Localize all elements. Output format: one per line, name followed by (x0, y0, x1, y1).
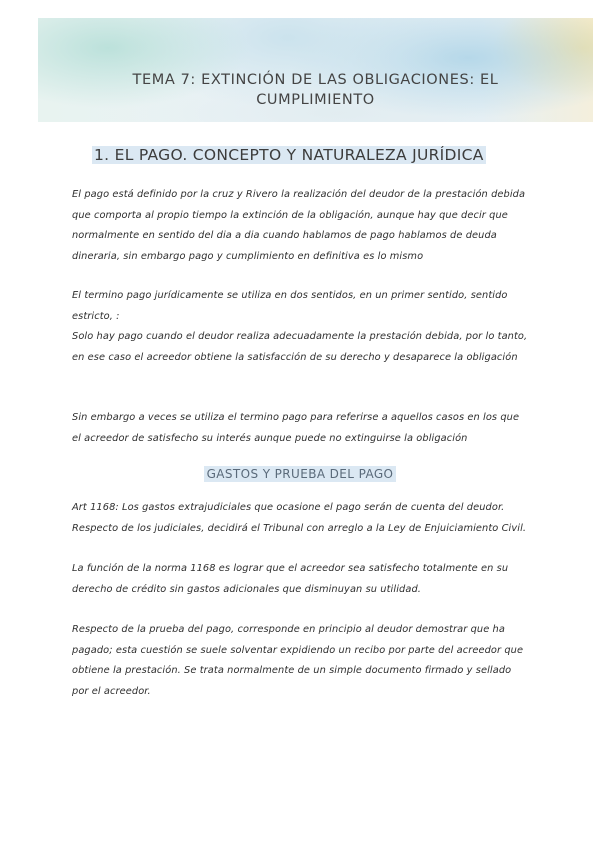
paragraph: Sin embargo a veces se utiliza el termino pago para referirse a aquellos casos en los que el acreedor de satisfecho su interés aunque puede no extinguirse la obligación (72, 412, 520, 444)
paragraph: El pago está definido por la cruz y Rivero la realización del deudor de la prestación debida que comporta al propio tiempo la extinción de la obligación, aunque hay que decir que normalmente en sentido del dia a dia cuando hablamos de pago hablamos de deuda dineraria, sin embargo pago y cumplimiento en definitiva es lo mismo (72, 189, 526, 262)
paragraph: Solo hay pago cuando el deudor realiza adecuadamente la prestación debida, por lo tanto, en ese caso el acreedor obtiene la satisfacción de su derecho y desaparece la obligación (72, 331, 528, 363)
paragraph: Respecto de la prueba del pago, corresponde en principio al deudor demostrar que ha pagado; esta cuestión se suele solventar expidiendo un recibo por parte del acreedor que obtiene la prestación. Se trata normalmente de un simple documento firmado y sellado por el acreedor. (72, 624, 524, 697)
page-title (38, 70, 593, 110)
paragraph: Art 1168: Los gastos extrajudiciales que ocasione el pago serán de cuenta del deudor. Respecto de los judiciales, decidirá el Tribunal con arreglo a la Ley de Enjuiciamiento Civil. (72, 502, 527, 534)
header-banner (38, 18, 593, 122)
section-heading (92, 146, 486, 164)
title-line-2: CUMPLIMIENTO (256, 92, 375, 108)
subsection-heading (0, 467, 600, 481)
section-heading-text: 1. EL PAGO. CONCEPTO Y NATURALEZA JURÍDICA (94, 146, 484, 164)
title-line-1: TEMA 7: EXTINCIÓN DE LAS OBLIGACIONES: EL (132, 72, 499, 88)
subsection-heading-text: GASTOS Y PRUEBA DEL PAGO (204, 466, 397, 482)
paragraph: El termino pago jurídicamente se utiliza en dos sentidos, en un primer sentido, sentido estricto, : (72, 290, 508, 322)
paragraph: La función de la norma 1168 es lograr que el acreedor sea satisfecho totalmente en su derecho de crédito sin gastos adicionales que disminuyan su utilidad. (72, 563, 509, 595)
